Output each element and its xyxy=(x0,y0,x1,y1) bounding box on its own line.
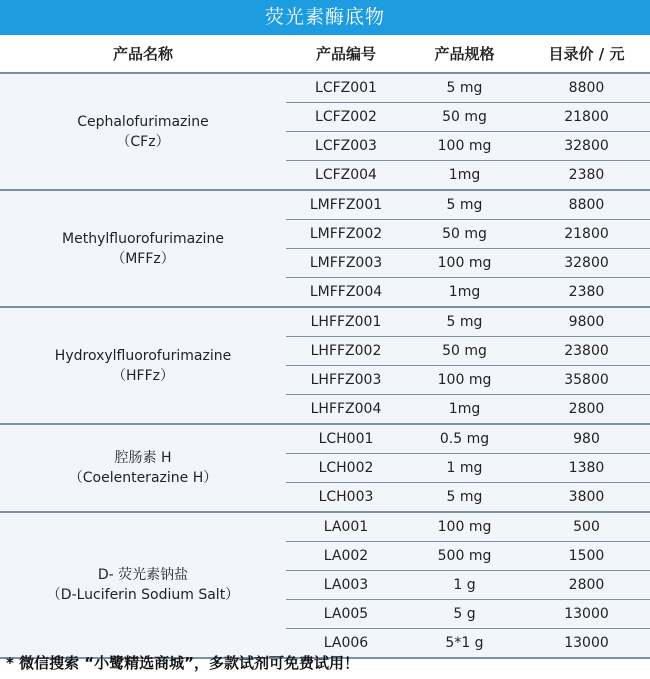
price-cell: 2380 xyxy=(568,284,605,300)
table-row xyxy=(286,425,650,453)
table-row xyxy=(286,365,650,394)
product-code-cell: LCFZ002 xyxy=(315,109,377,125)
product-spec-cell: 1 mg xyxy=(446,460,483,476)
price-cell: 980 xyxy=(573,431,600,447)
product-code-cell: LHFFZ001 xyxy=(310,314,382,330)
table-row xyxy=(286,160,650,189)
price-cell: 2800 xyxy=(568,401,605,417)
product-code-cell: LCFZ001 xyxy=(315,80,377,96)
table-row xyxy=(286,191,650,219)
product-spec-cell: 5 mg xyxy=(446,197,483,213)
product-code-cell: LCH003 xyxy=(318,489,374,505)
product-name-cell xyxy=(0,191,286,306)
product-group xyxy=(0,513,650,659)
product-spec-cell: 5 mg xyxy=(446,314,483,330)
price-cell: 35800 xyxy=(564,372,609,388)
product-name: D- 荧光素钠盐 xyxy=(97,567,189,583)
product-code-cell: LMFFZ002 xyxy=(309,226,383,242)
product-abbreviation: （CFz） xyxy=(116,133,170,150)
price-cell: 9800 xyxy=(568,314,605,330)
product-name: 腔肠素 H xyxy=(114,450,172,466)
product-spec-cell: 1mg xyxy=(448,401,481,417)
price-cell: 13000 xyxy=(564,606,609,622)
product-spec-cell: 5 g xyxy=(453,606,476,622)
product-spec-cell: 50 mg xyxy=(442,343,487,359)
product-name-cell xyxy=(0,425,286,511)
table-row xyxy=(286,219,650,248)
price-cell: 23800 xyxy=(564,343,609,359)
product-code-cell: LA005 xyxy=(323,606,369,622)
table-row xyxy=(286,102,650,131)
product-spec-cell: 5 mg xyxy=(446,80,483,96)
price-cell: 2800 xyxy=(568,577,605,593)
footer-note: * 微信搜索 “小鹭精选商城”，多款试剂可免费试用！ xyxy=(6,654,360,672)
product-code-cell: LCFZ003 xyxy=(315,138,377,154)
product-spec-cell: 50 mg xyxy=(442,226,487,242)
price-cell: 21800 xyxy=(564,226,609,242)
product-name-cell xyxy=(0,308,286,423)
product-code-cell: LHFFZ004 xyxy=(310,401,382,417)
product-code-cell: LCH002 xyxy=(318,460,374,476)
price-cell: 32800 xyxy=(564,255,609,271)
product-abbreviation: （MFFz） xyxy=(111,250,175,267)
price-cell: 3800 xyxy=(568,489,605,505)
table-row xyxy=(286,513,650,541)
page-title: 荧光素酶底物 xyxy=(0,0,650,35)
table-row xyxy=(286,248,650,277)
product-name-cell xyxy=(0,74,286,189)
product-abbreviation: （D-Luciferin Sodium Salt） xyxy=(46,587,240,603)
price-cell: 500 xyxy=(573,519,600,535)
table-row xyxy=(286,336,650,365)
table-row xyxy=(286,74,650,102)
product-group xyxy=(0,74,650,191)
price-cell: 21800 xyxy=(564,109,609,125)
table-row xyxy=(286,131,650,160)
header-product-name: 产品名称 xyxy=(112,45,173,63)
product-code-cell: LMFFZ004 xyxy=(309,284,383,300)
product-code-cell: LMFFZ001 xyxy=(309,197,383,213)
product-code-cell: LA002 xyxy=(323,548,369,564)
table-row xyxy=(286,394,650,423)
product-code-cell: LMFFZ003 xyxy=(309,255,383,271)
product-name: Methylfluorofurimazine xyxy=(62,230,224,247)
price-cell: 32800 xyxy=(564,138,609,154)
product-spec-cell: 5*1 g xyxy=(445,635,484,651)
header-list-price: 目录价 / 元 xyxy=(548,45,625,63)
header-product-spec: 产品规格 xyxy=(434,45,495,63)
price-cell: 13000 xyxy=(564,635,609,651)
product-code-cell: LCFZ004 xyxy=(315,167,377,183)
header-product-code: 产品编号 xyxy=(315,45,376,63)
table-header xyxy=(0,35,650,74)
table-row xyxy=(286,599,650,628)
product-spec-cell: 1mg xyxy=(448,167,481,183)
product-group xyxy=(0,191,650,308)
product-spec-cell: 100 mg xyxy=(437,519,492,535)
product-spec-cell: 100 mg xyxy=(437,372,492,388)
table-row xyxy=(286,482,650,511)
table-row xyxy=(286,277,650,306)
price-cell: 2380 xyxy=(568,167,605,183)
price-cell: 8800 xyxy=(568,80,605,96)
table-row xyxy=(286,541,650,570)
product-code-cell: LA003 xyxy=(323,577,369,593)
product-spec-cell: 500 mg xyxy=(437,548,492,564)
product-spec-cell: 50 mg xyxy=(442,109,487,125)
product-spec-cell: 0.5 mg xyxy=(439,431,490,447)
product-code-cell: LA001 xyxy=(323,519,369,535)
product-code-cell: LA006 xyxy=(323,635,369,651)
product-abbreviation: （HFFz） xyxy=(112,367,174,384)
product-group xyxy=(0,425,650,513)
product-abbreviation: （Coelenterazine H） xyxy=(68,470,218,486)
product-group xyxy=(0,308,650,425)
price-cell: 8800 xyxy=(568,197,605,213)
product-code-cell: LHFFZ002 xyxy=(310,343,382,359)
table-row xyxy=(286,453,650,482)
product-spec-cell: 100 mg xyxy=(437,138,492,154)
price-cell: 1380 xyxy=(568,460,605,476)
product-spec-cell: 5 mg xyxy=(446,489,483,505)
table-body xyxy=(0,74,650,659)
product-name: Cephalofurimazine xyxy=(77,113,209,130)
product-name: Hydroxylfluorofurimazine xyxy=(54,347,232,364)
product-code-cell: LHFFZ003 xyxy=(310,372,382,388)
table-row xyxy=(286,308,650,336)
product-spec-cell: 1 g xyxy=(453,577,476,593)
product-spec-cell: 100 mg xyxy=(437,255,492,271)
product-code-cell: LCH001 xyxy=(318,431,374,447)
product-spec-cell: 1mg xyxy=(448,284,481,300)
product-name-cell xyxy=(0,513,286,657)
table-row xyxy=(286,570,650,599)
price-cell: 1500 xyxy=(568,548,605,564)
